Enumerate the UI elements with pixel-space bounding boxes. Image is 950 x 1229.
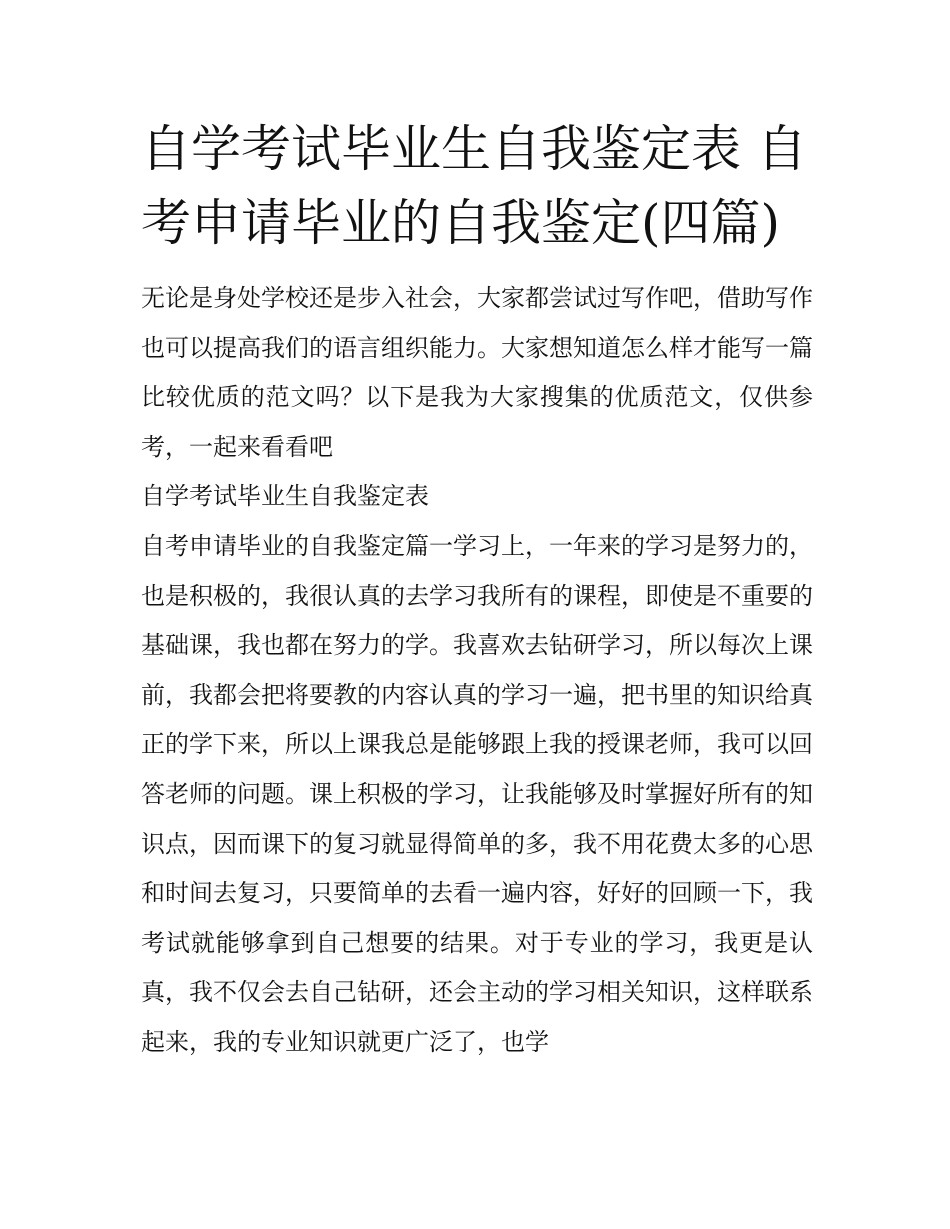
intro-paragraph: 无论是身处学校还是步入社会，大家都尝试过写作吧，借助写作也可以提高我们的语言组织能力。大家想知道怎么样才能写一篇比较优质的范文吗？以下是我为大家搜集的优质范文，仅供参考，一起来看看吧 xyxy=(141,284,813,461)
section-heading: 自学考试毕业生自我鉴定表 xyxy=(141,482,429,511)
document-title: 自学考试毕业生自我鉴定表 自考申请毕业的自我鉴定(四篇) xyxy=(141,120,807,252)
body-paragraph: 自考申请毕业的自我鉴定篇一学习上，一年来的学习是努力的，也是积极的，我很认真的去学习我所有的课程，即使是不重要的基础课，我也都在努力的学。我喜欢去钻研学习，所以每次上课前，我都会把将要教的内容认真的学习一遍，把书里的知识给真正的学下来，所以上课我总是能够跟上我的授课老师，我可以回答老师的问题。课上积极的学习，让我能够及时掌握好所有的知识点，因而课下的复习就显得简单的多，我不用花费太多的心思和时间去复习，只要简单的去看一遍内容，好好的回顾一下，我考试就能够拿到自己想要的结果。对于专业的学习，我更是认真，我不仅会去自己钻研，还会主动的学习相关知识，这样联系起来，我的专业知识就更广泛了，也学 xyxy=(141,531,813,1056)
document-page xyxy=(141,112,813,1068)
